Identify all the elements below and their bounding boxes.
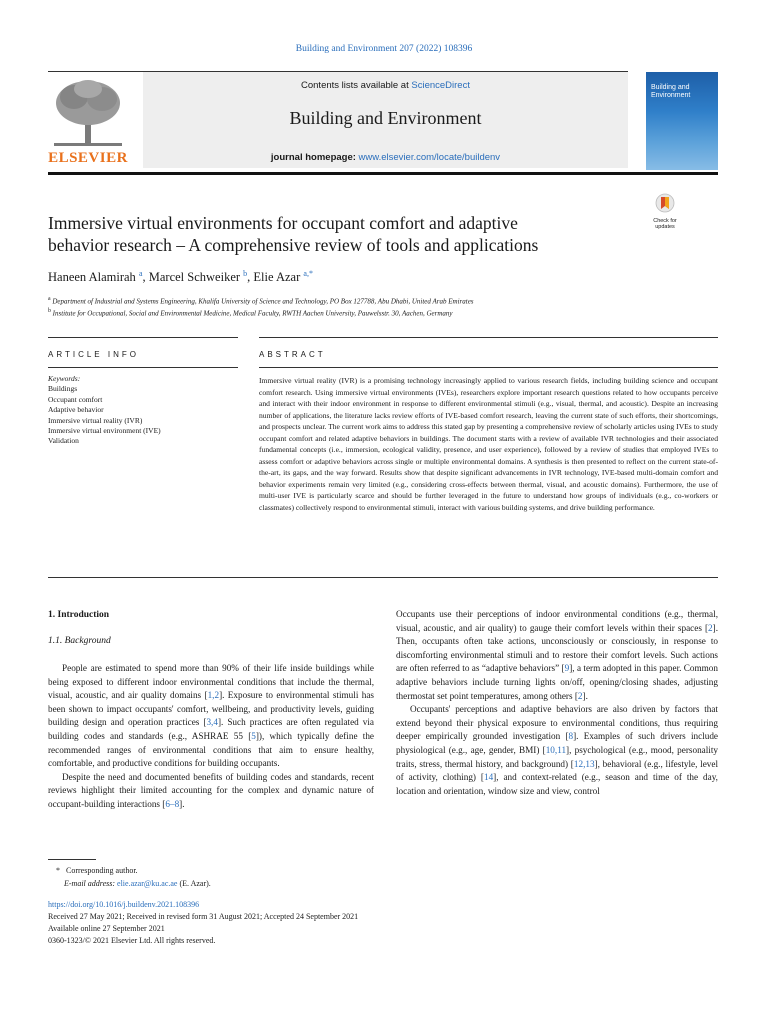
citation-link[interactable]: 2 <box>708 622 713 633</box>
author-link[interactable]: Elie Azar <box>253 270 301 285</box>
copyright: 0360-1323/© 2021 Elsevier Ltd. All rights reserved. <box>48 936 216 945</box>
author-link[interactable]: Haneen Alamirah <box>48 270 136 285</box>
email-note: E-mail address: elie.azar@ku.ac.ae (E. Azar). <box>64 879 211 888</box>
email-link[interactable]: elie.azar@ku.ac.ae <box>117 879 178 888</box>
keyword: Immersive virtual reality (IVR) <box>48 415 143 425</box>
abstract-heading: ABSTRACT <box>259 350 326 359</box>
keyword: Validation <box>48 436 79 446</box>
journal-citation[interactable]: Building and Environment 207 (2022) 108396 <box>295 44 473 54</box>
cover-title: Building and Environment <box>651 84 691 99</box>
check-updates-label: Check for updates <box>653 218 677 230</box>
subsection-heading-background: 1.1. Background <box>48 636 111 646</box>
left-column <box>48 662 374 812</box>
elsevier-tree-icon <box>48 77 128 149</box>
info-rule <box>48 337 238 338</box>
citation-link[interactable]: 3,4 <box>206 717 218 728</box>
available-online: Available online 27 September 2021 <box>48 924 165 933</box>
citation-link[interactable]: 10,11 <box>545 744 567 755</box>
elsevier-wordmark: ELSEVIER <box>48 150 128 166</box>
sciencedirect-link[interactable]: ScienceDirect <box>411 80 470 91</box>
elsevier-logo[interactable] <box>48 77 128 149</box>
keywords-label: Keywords: <box>48 374 81 383</box>
citation-link[interactable]: 12,13 <box>573 758 595 769</box>
affiliation-b: $^b$ Institute for Occupational, Social and Environmental Medicine, Medical Faculty, RWTH Aachen University, Pauwelsstr. 30, Aachen, Germany <box>48 308 453 318</box>
keyword: Adaptive behavior <box>48 405 104 415</box>
article-title: Immersive virtual environments for occupant comfort and adaptive behavior research – A comprehensive review of tools and applications <box>48 213 539 255</box>
section-heading-introduction: 1. Introduction <box>48 610 110 620</box>
citation-link[interactable]: 5 <box>251 730 256 741</box>
author-link[interactable]: Marcel Schweiker <box>148 270 241 285</box>
citation-link[interactable]: 8 <box>568 731 574 742</box>
masthead <box>143 72 628 168</box>
paragraph: People are estimated to spend more than 90% of their life inside buildings while being exposed to different indoor environmental conditions that include the thermal, visual, acoustic, and air quality domains [1,2]. Exposure to environmental stimuli has been shown to impact occupants' comfort, wellbeing, and productivity levels, guiding building design and operation practices [3,4]. Such practices are often regulated via building codes and standards (e.g., ASHRAE 55 [5]), which typically define the recommended ranges of environmental conditions that aim to ensure healthy, comfortable, and productive conditions for building occupants. <box>48 663 375 769</box>
keyword: Immersive virtual environment (IVE) <box>48 426 161 436</box>
right-column <box>396 608 718 798</box>
paragraph: Occupants' perceptions and adaptive behaviors are also driven by factors that extend beyond their physical exposure to environmental conditions, thus requiring deeper empirically grounded investigation [8]. Examples of such drivers include physiological (e.g., age, gender, BMI) [10,11], psychological (e.g., mood, personality traits, stress, thermal history, and background) [12,13], behavioral (e.g., lifestyle, level of activity, clothing) [14], and context-related (e.g., season and time of the day, location and orientation, window size and view, control <box>396 704 719 796</box>
corresponding-author-note: * Corresponding author. <box>56 866 138 875</box>
keyword: Buildings <box>48 384 78 394</box>
homepage-link[interactable]: www.elsevier.com/locate/buildenv <box>358 152 501 163</box>
paragraph: Occupants use their perceptions of indoor environmental conditions (e.g., thermal, visual, acoustic, and air quality) to gauge their comfort levels within their spaces [2]. Then, occupants often take actions, unconsciously or consciously, in response to discomforting environmental stimuli and to restore their comfort levels. Such actions are often referred to as “adaptive behaviors” [9], a term adopted in this paper. Common adaptive behaviors include turning lights on/off, opening/closing shades, adjusting thermostat set point temperatures, among others [2]. <box>396 609 718 701</box>
journal-cover[interactable] <box>646 72 718 170</box>
citation-link[interactable]: 14 <box>483 772 494 783</box>
affiliation-a: $^a$ Department of Industrial and Systems Engineering, Khalifa University of Science and Technology, PO Box 127788, Abu Dhabi, United Arab Emirates <box>48 296 474 306</box>
abstract-text: Immersive virtual reality (IVR) is a promising technology increasingly applied to various research fields, including building science and occupant comfort research. Using immersive virtual environments (IVEs), researchers explore important research questions related to how occupants perceive and interact with their indoor environment in response to different environmental stimuli (e.g., visual, thermal, and acoustic). Despite an increasing number of applications, the literature lacks review efforts of IVE-based comfort research, leaving the current state of such efforts, their shortcomings, and prospects unclear. The current work aims to address this stated gap by presenting a comprehensive review of scholarly articles using IVEs to study occupant comfort and related adaptive behaviors in buildings. The document starts with a review of available IVR technologies and their associated fundamental concepts (i.e., immersion, ecological validity, presence, and user experience), followed by a review of studies that employed IVEs to assess comfort or adaptive behaviors across single or multiple environmental domains. A synthesis is then presented to reflect on the current state-of-the-art, its gaps, and the way forward. Results show that despite significant advancements in IVR technology, IVE-based multi-domain comfort and behavior experiments remain very limited (e.g., considering cross-effects between thermal, visual, and acoustic domains). Furthermore, the use of multi-user IVE is particularly scarce and should be further leveraged in the future to understand how groups of individuals (e.g., co-workers or classmates) collectively respond to environmental stimuli, interact with various building systems, and drive building performance. <box>259 376 718 513</box>
citation-link[interactable]: 2 <box>577 690 583 701</box>
keyword: Occupant comfort <box>48 394 103 404</box>
citation-link[interactable]: 9 <box>564 663 570 674</box>
citation-link[interactable]: 1,2 <box>207 690 220 701</box>
abstract-bottom-rule <box>48 577 718 578</box>
header-divider <box>48 172 718 175</box>
citation-link[interactable]: 6–8 <box>165 798 180 809</box>
contents-line: Contents lists available at ScienceDirect <box>301 80 470 91</box>
article-info-heading: ARTICLE INFO <box>48 350 139 359</box>
keywords-block <box>48 374 161 447</box>
footnote-rule <box>48 859 96 860</box>
info-rule-lower <box>48 367 238 368</box>
abstract-rule <box>259 337 718 338</box>
check-for-updates-button[interactable] <box>647 193 683 231</box>
author-list: Haneen Alamirah $^a$, Marcel Schweiker $^b$, Elie Azar $^{a,*}$ <box>48 269 313 285</box>
journal-name: Building and Environment <box>289 108 482 128</box>
bookmark-icon <box>647 193 683 213</box>
received-dates: Received 27 May 2021; Received in revised form 31 August 2021; Accepted 24 September 2021 <box>48 912 359 921</box>
abstract-rule-lower <box>259 367 718 368</box>
paragraph: Despite the need and documented benefits of building codes and standards, recent reviews highlight their limited accounting for the complex and dynamic nature of occupant-building interactions [6–8]. <box>48 771 374 809</box>
doi-link[interactable]: https://doi.org/10.1016/j.buildenv.2021.108396 <box>48 900 200 909</box>
homepage-line: journal homepage: www.elsevier.com/locate/buildenv <box>270 152 501 163</box>
